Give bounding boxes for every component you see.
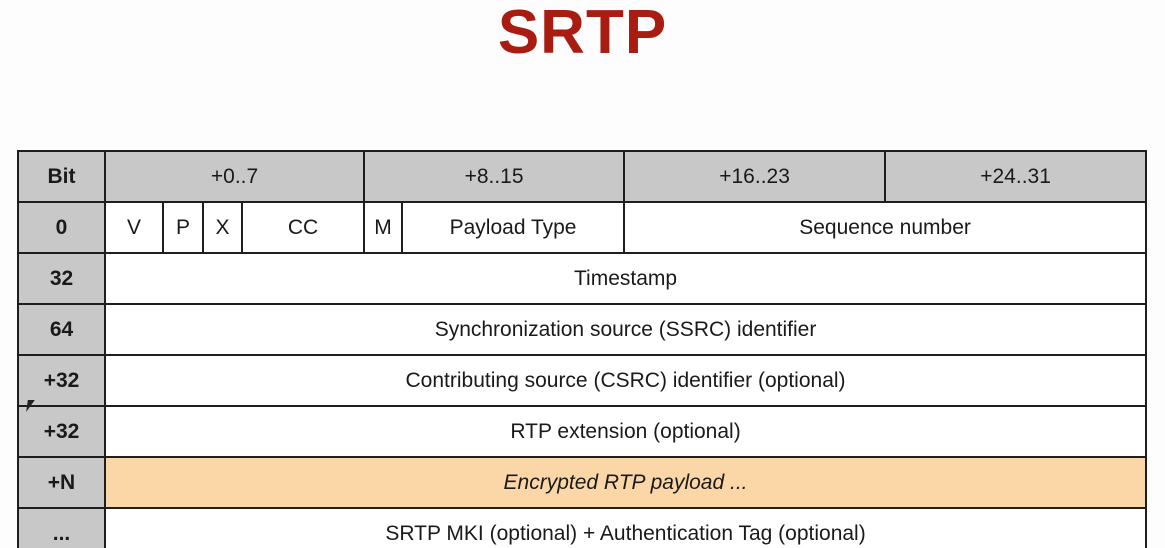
field-marker: M [364,202,402,253]
header-row [18,151,1146,202]
field-csrc: Contributing source (CSRC) identifier (optional) [105,355,1146,406]
row-offset-0 [18,202,1146,253]
row-mki [18,508,1146,548]
field-encrypted-payload: Encrypted RTP payload ... [105,457,1146,508]
page-title: SRTP [497,0,668,67]
field-csrc-count: CC [242,202,364,253]
row-offset-64 [18,304,1146,355]
field-padding: P [163,202,203,253]
offset-label: 32 [18,253,105,304]
bit-column-header: Bit [18,151,105,202]
field-version: V [105,202,163,253]
field-mki-auth-tag: SRTP MKI (optional) + Authentication Tag (optional) [105,508,1146,548]
row-extension [18,406,1146,457]
column-header-8-15: +8..15 [364,151,624,202]
offset-label: +32 [18,406,105,457]
field-extension: X [203,202,242,253]
row-payload [18,457,1146,508]
field-payload-type: Payload Type [402,202,624,253]
column-header-0-7: +0..7 [105,151,364,202]
srtp-packet-format-table [17,150,1147,548]
offset-label: ... [18,508,105,548]
column-header-24-31: +24..31 [885,151,1146,202]
offset-label: +N [18,457,105,508]
field-timestamp: Timestamp [105,253,1146,304]
field-sequence-number: Sequence number [624,202,1146,253]
offset-label: 0 [18,202,105,253]
field-ssrc: Synchronization source (SSRC) identifier [105,304,1146,355]
offset-label: +32 [18,355,105,406]
offset-label: 64 [18,304,105,355]
column-header-16-23: +16..23 [624,151,885,202]
row-csrc [18,355,1146,406]
field-rtp-extension: RTP extension (optional) [105,406,1146,457]
row-offset-32 [18,253,1146,304]
